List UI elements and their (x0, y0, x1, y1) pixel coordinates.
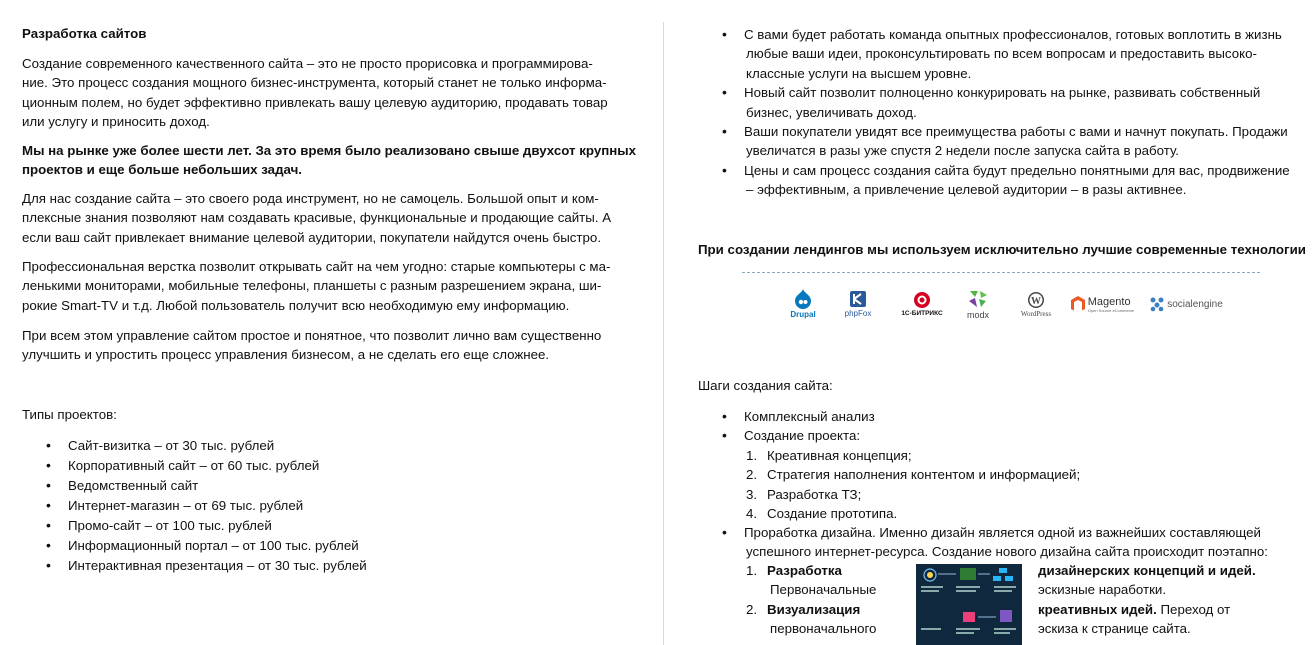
text-line: классные услуги на высшем уровне. (746, 65, 972, 81)
text-line: любые ваши идеи, проконсультировать по всем вопросам и предоставить высоко- (746, 46, 1257, 62)
item-text: Стратегия наполнения контентом и информацией; (767, 467, 1081, 483)
svg-text:W: W (1031, 295, 1041, 307)
socialengine-icon (1149, 296, 1165, 312)
modx-label: modx (966, 309, 989, 320)
drupal-label: Drupal (790, 310, 816, 319)
design-substeps-text (1038, 561, 1310, 639)
list-item: • Интернет-магазин – от 69 тыс. рублей (22, 496, 642, 516)
text-bold: креативных идей. (1038, 601, 1157, 617)
list-item: • Сайт-визитка – от 30 тыс. рублей (22, 436, 642, 456)
phpfox-logo (840, 284, 876, 324)
text-line: ленькими мониторами, мобильные телефоны, планшеты с разным разрешением экрана, ши- (22, 278, 602, 294)
modx-logo (960, 284, 996, 324)
item-number: 1. (746, 448, 758, 463)
text-line: эскиза к странице сайта. (1038, 621, 1191, 637)
phpfox-label: phpFox (844, 309, 872, 318)
text-line: эскизные наработки. (1038, 582, 1167, 598)
list-item: • Промо-сайт – от 100 тыс. рублей (22, 516, 642, 536)
text-line: проектов и еще больше небольших задач. (22, 162, 302, 178)
item-number: 3. (746, 486, 758, 502)
technologies-title: При создании лендингов мы используем исключительно лучшие современные технологии (698, 242, 1306, 257)
item-number: 4. (746, 506, 758, 522)
item-title: Разработка (767, 563, 842, 578)
text-line: успешного интернет-ресурса. Создание нового дизайна сайта происходит поэтапно: (746, 544, 1268, 560)
modx-icon (967, 289, 989, 309)
magento-icon (1070, 295, 1086, 313)
text-line: бизнес, увеличивать доход. (746, 104, 917, 120)
steps-heading: Шаги создания сайта: (698, 378, 833, 393)
project-substeps-list (698, 446, 1310, 524)
text-line: Создание современного качественного сайта – это не просто прорисовка и программирова- (22, 56, 593, 71)
experience-paragraph (22, 141, 642, 180)
list-item (698, 83, 1310, 122)
item-number: 1. (746, 563, 758, 578)
column-divider (663, 22, 664, 645)
list-item (698, 446, 1310, 465)
list-item (698, 523, 1310, 562)
item-text: Разработка ТЗ; (767, 486, 862, 502)
benefits-list (698, 25, 1310, 200)
list-item: • Комплексный анализ (698, 407, 1310, 426)
list-item (698, 161, 1310, 200)
list-item (698, 504, 1310, 523)
magento-label: Magento (1087, 295, 1131, 308)
intro-paragraph (22, 54, 642, 132)
phpfox-icon (849, 290, 867, 308)
design-process-infographic (916, 564, 1022, 645)
list-item (698, 25, 1310, 83)
text-line (1038, 600, 1310, 619)
text-line: Мы на рынке уже более шести лет. За это время было реализовано свыше двухсот крупных (22, 143, 637, 158)
text-line: • Проработка дизайна. Именно дизайн является одной из важнейших составляющей (744, 525, 1261, 540)
list-item (698, 122, 1310, 161)
text-line: Для нас создание сайта – это своего рода инструмент, но не самоцель. Большой опыт и ком- (22, 191, 599, 206)
drupal-logo (788, 284, 818, 324)
socialengine-logo (1146, 284, 1226, 324)
magento-logo (1068, 284, 1136, 324)
wordpress-icon (1027, 291, 1045, 309)
list-item (698, 465, 1310, 484)
text-line: Первоначальные (770, 582, 877, 598)
technology-logos (788, 284, 1228, 324)
text-line: если ваш сайт привлекает внимание целевой аудитории, покупатели найдутся очень быстро. (22, 229, 602, 245)
bitrix-icon (913, 291, 931, 309)
item-text: Создание прототипа. (767, 506, 898, 522)
text-line: – эффективным, а привлечение целевой аудитории – в разы активнее. (746, 182, 1187, 198)
wordpress-logo (1014, 284, 1058, 324)
item-number: 2. (746, 601, 758, 617)
item-text: Креативная концепция; (767, 448, 912, 463)
text-line: дизайнерских концепций и идей. (1038, 563, 1256, 578)
text-line: • Новый сайт позволит полноценно конкурировать на рынке, развивать собственный (744, 85, 1261, 101)
list-item: • Ведомственный сайт (22, 476, 642, 496)
text-line: первоначального (770, 621, 877, 637)
tool-paragraph (22, 189, 642, 247)
design-step (698, 523, 1310, 562)
list-item: • Информационный портал – от 100 тыс. рублей (22, 536, 642, 556)
project-types-list (22, 436, 642, 576)
page-title: Разработка сайтов (22, 26, 147, 41)
list-item: • Интерактивная презентация – от 30 тыс. рублей (22, 556, 642, 576)
item-title: Визуализация (767, 601, 861, 617)
text-line: Профессиональная верстка позволит открывать сайт на чем угодно: старые компьютеры с ма- (22, 259, 611, 274)
item-number: 2. (746, 467, 758, 483)
project-types-heading: Типы проектов: (22, 407, 117, 422)
steps-list (698, 407, 1310, 446)
list-item (698, 485, 1310, 504)
text-line: • Ваши покупатели увидят все преимущества работы с вами и начнут покупать. Продажи (744, 124, 1288, 140)
text-line: плексные знания позволяют нам создавать красивые, функциональные и продающие сайты. А (22, 210, 612, 226)
bitrix-label: 1С-БИТРИКС (901, 310, 943, 317)
infographic-image (916, 564, 1022, 645)
wordpress-label: WordPress (1020, 309, 1052, 318)
dashed-separator (742, 272, 1260, 273)
list-item: • Корпоративный сайт – от 60 тыс. рублей (22, 456, 642, 476)
socialengine-label: socialengine (1167, 298, 1223, 310)
management-paragraph (22, 326, 642, 365)
magento-sublabel: Open Source eCommerce (1087, 307, 1135, 313)
text-line: увеличатся в разы уже спустя 2 недели после запуска сайта в работу. (746, 143, 1180, 159)
text-line: • Цены и сам процесс создания сайта будут предельно понятными для вас, продвижение (744, 162, 1290, 178)
bitrix-logo (896, 284, 948, 324)
text-line: При всем этом управление сайтом простое и понятное, что позволит лично вам существенно (22, 328, 602, 343)
text-normal: Переход от (1156, 601, 1231, 617)
drupal-icon (794, 289, 812, 309)
text-line: ционным полем, но будет эффективно привлекать вашу целевую аудиторию, продавать товар (22, 94, 608, 110)
list-item: • Создание проекта: (698, 426, 1310, 445)
text-line: ние. Это процесс создания мощного бизнес-инструмента, который станет не только информа- (22, 75, 607, 91)
text-line: или услугу и приносить доход. (22, 114, 210, 130)
layout-paragraph (22, 257, 642, 315)
text-line: улучшить и упростить процесс управления бизнесом, а не сделать его еще сложнее. (22, 347, 550, 363)
text-line: рокие Smart-TV и т.д. Любой пользователь получит всю необходимую ему информацию. (22, 297, 570, 313)
text-line: • С вами будет работать команда опытных профессионалов, готовых воплотить в жизнь (744, 27, 1282, 42)
